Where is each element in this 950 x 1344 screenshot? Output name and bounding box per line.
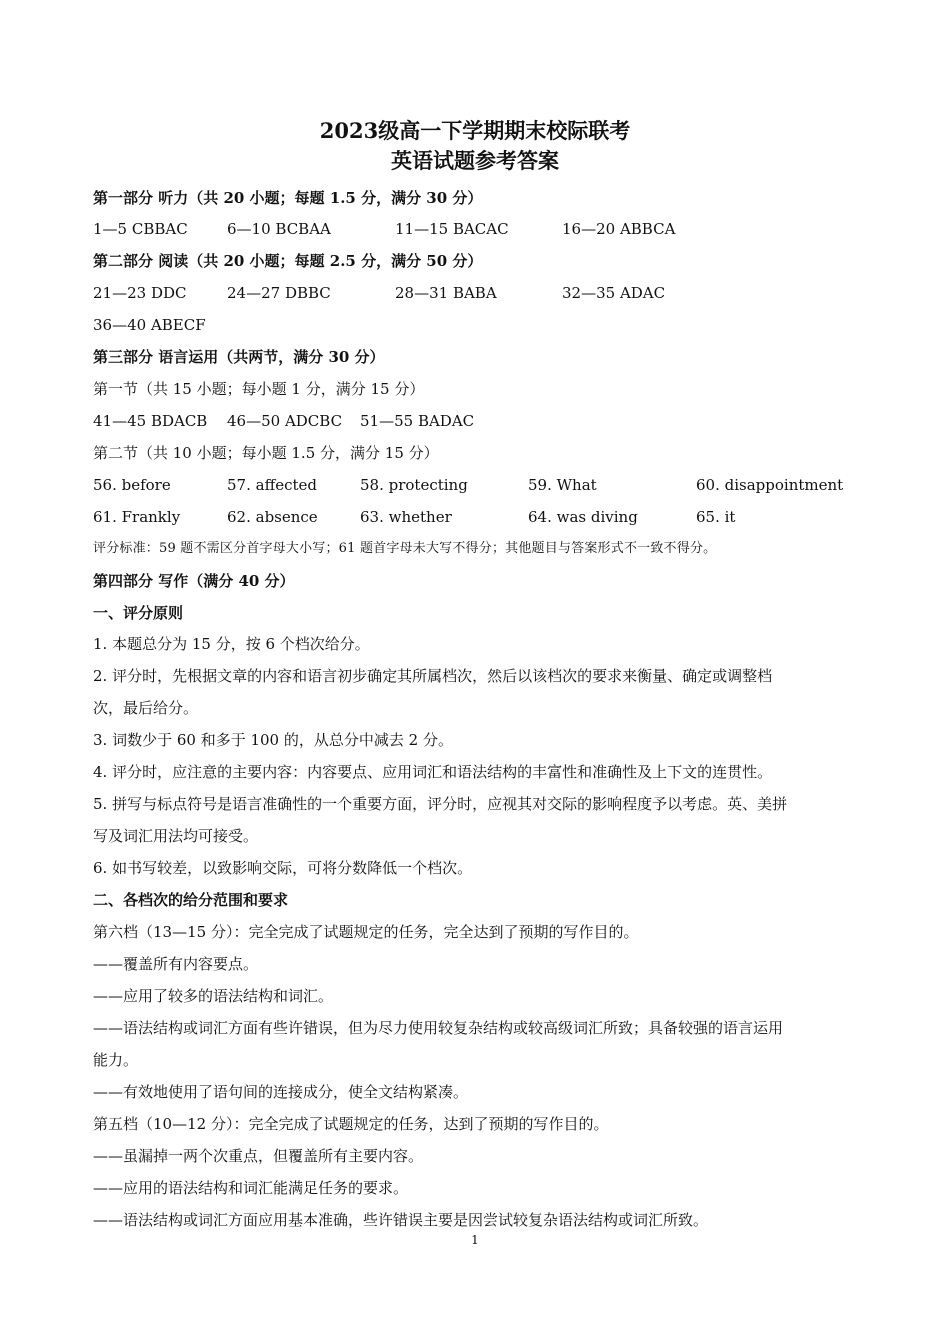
answer-item: 65. it	[696, 508, 736, 526]
level-line: ——语法结构或词汇方面应用基本准确，些许错误主要是因尝试较复杂语法结构或词汇所致。	[93, 1211, 709, 1229]
answer-group: 32—35 ADAC	[562, 284, 666, 302]
answer-item: 60. disappointment	[696, 476, 844, 494]
answer-item: 59. What	[528, 476, 597, 494]
level-line: ——应用的语法结构和词汇能满足任务的要求。	[93, 1179, 409, 1197]
level-line: ——应用了较多的语法结构和词汇。	[93, 987, 334, 1005]
level-line: 第六档（13—15 分）：完全完成了试题规定的任务，完全达到了预期的写作目的。	[93, 923, 639, 941]
level-line: ——虽漏掉一两个次重点，但覆盖所有主要内容。	[93, 1147, 424, 1165]
answer-group: 21—23 DDC	[93, 284, 187, 302]
principle-line: 3. 词数少于 60 和多于 100 的，从总分中减去 2 分。	[93, 731, 453, 749]
part3-heading: 第三部分 语言运用（共两节，满分 30 分）	[93, 348, 385, 366]
answer-group: 16—20 ABBCA	[562, 220, 676, 238]
answer-group: 11—15 BACAC	[395, 220, 509, 238]
levels-heading: 二、各档次的给分范围和要求	[93, 891, 289, 909]
scoring-note: 评分标准：59 题不需区分首字母大小写；61 题首字母未大写不得分；其他题目与答案形式不一致不得分。	[93, 541, 717, 556]
answer-group: 24—27 DBBC	[227, 284, 331, 302]
answer-item: 63. whether	[360, 508, 452, 526]
principle-line: 2. 评分时，先根据文章的内容和语言初步确定其所属档次，然后以该档次的要求来衡量、确定或调整档	[93, 667, 773, 685]
level-line: ——有效地使用了语句间的连接成分，使全文结构紧凑。	[93, 1083, 469, 1101]
principle-line: 1. 本题总分为 15 分，按 6 个档次给分。	[93, 635, 370, 653]
principle-line: 写及词汇用法均可接受。	[93, 827, 259, 845]
level-line: ——语法结构或词汇方面有些许错误，但为尽力使用较复杂结构或较高级词汇所致；具备较强的语言运用	[93, 1019, 784, 1037]
answer-group: 41—45 BDACB	[93, 412, 208, 430]
answer-item: 62. absence	[227, 508, 318, 526]
principle-line: 次，最后给分。	[93, 699, 199, 717]
part1-heading: 第一部分 听力（共 20 小题；每题 1.5 分，满分 30 分）	[93, 189, 483, 207]
answer-item: 58. protecting	[360, 476, 468, 494]
answer-item: 57. affected	[227, 476, 318, 494]
answer-item: 64. was diving	[528, 508, 638, 526]
answer-group: 51—55 BADAC	[360, 412, 475, 430]
part2-heading: 第二部分 阅读（共 20 小题；每题 2.5 分，满分 50 分）	[93, 252, 483, 270]
principle-line: 4. 评分时，应注意的主要内容：内容要点、应用词汇和语法结构的丰富性和准确性及上下文的连贯性。	[93, 763, 773, 781]
answer-item: 61. Frankly	[93, 508, 181, 526]
answer-item: 56. before	[93, 476, 171, 494]
page-number: 1	[471, 1233, 479, 1247]
answer-group: 46—50 ADCBC	[227, 412, 343, 430]
principle-line: 5. 拼写与标点符号是语言准确性的一个重要方面，评分时，应视其对交际的影响程度予以考虑。英、美拼	[93, 795, 788, 813]
answer-group: 1—5 CBBAC	[93, 220, 188, 238]
level-line: 第五档（10—12 分）：完全完成了试题规定的任务，达到了预期的写作目的。	[93, 1115, 609, 1133]
answer-group: 28—31 BABA	[395, 284, 497, 302]
principles-heading: 一、评分原则	[93, 604, 184, 622]
document-subtitle: 英语试题参考答案	[391, 148, 559, 173]
part3-section2-heading: 第二节（共 10 小题；每小题 1.5 分，满分 15 分）	[93, 444, 439, 462]
part3-section1-heading: 第一节（共 15 小题；每小题 1 分，满分 15 分）	[93, 380, 425, 398]
level-line: 能力。	[93, 1051, 139, 1069]
answer-group: 36—40 ABECF	[93, 316, 206, 334]
answer-group: 6—10 BCBAA	[227, 220, 331, 238]
level-line: ——覆盖所有内容要点。	[93, 955, 259, 973]
principle-line: 6. 如书写较差，以致影响交际，可将分数降低一个档次。	[93, 859, 473, 877]
document-title: 2023级高一下学期期末校际联考	[319, 118, 631, 143]
part4-heading: 第四部分 写作（满分 40 分）	[93, 572, 295, 590]
